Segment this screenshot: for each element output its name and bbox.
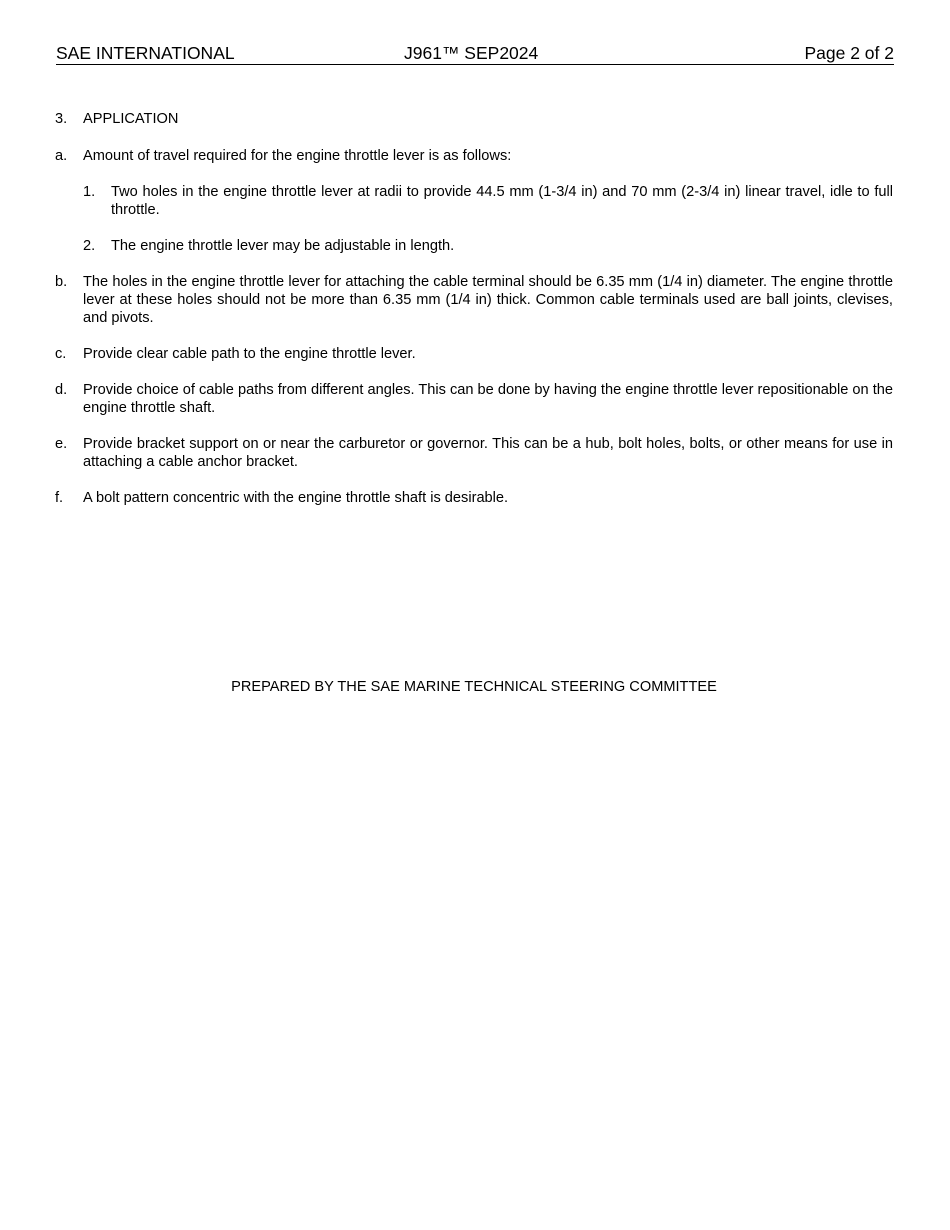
sublist-item-text: Two holes in the engine throttle lever at radii to provide 44.5 mm (1-3/4 in) and 70 mm (2-3/4 in) linear travel, idle to full throttle. (111, 184, 893, 218)
section-heading (55, 110, 893, 128)
list-item-c (55, 345, 893, 363)
list-marker: b. (55, 274, 68, 290)
header-page-number: Page 2 of 2 (804, 43, 894, 63)
header-document-id: J961™ SEP2024 (404, 43, 539, 63)
sublist-item-2 (83, 237, 893, 255)
list-item-b (55, 273, 893, 327)
list-marker: a. (55, 148, 68, 164)
list-item-text: The holes in the engine throttle lever for attaching the cable terminal should be 6.35 mm (1/4 in) diameter. The engine throttle lever at these holes should not be more than 6.35 mm (1/4 in) thick. Common cable terminals used are ball joints, clevises, and pivots. (83, 274, 893, 326)
section-number: 3. (55, 111, 68, 127)
sublist-marker: 1. (83, 184, 96, 200)
list-item-text: Provide choice of cable paths from different angles. This can be done by having the engine throttle lever repositionable on the engine throttle shaft. (83, 382, 893, 416)
list-item-text: Provide bracket support on or near the carburetor or governor. This can be a hub, bolt holes, bolts, or other means for use in attaching a cable anchor bracket. (83, 436, 893, 470)
list-marker: f. (55, 490, 64, 506)
section-title: APPLICATION (83, 111, 179, 127)
sublist-marker: 2. (83, 238, 96, 254)
list-item-f (55, 489, 893, 507)
list-item-a (55, 147, 893, 165)
list-item-text: Amount of travel required for the engine throttle lever is as follows: (83, 148, 512, 164)
sublist-item-text: The engine throttle lever may be adjustable in length. (111, 238, 455, 254)
list-item-text: Provide clear cable path to the engine throttle lever. (83, 346, 416, 362)
page-header (56, 42, 894, 65)
header-organization: SAE INTERNATIONAL (56, 43, 235, 63)
document-body (55, 110, 893, 525)
list-marker: c. (55, 346, 67, 362)
list-item-text: A bolt pattern concentric with the engine throttle shaft is desirable. (83, 490, 509, 506)
list-item-d (55, 381, 893, 417)
list-marker: d. (55, 382, 68, 398)
sublist-item-1 (83, 183, 893, 219)
prepared-by-note: PREPARED BY THE SAE MARINE TECHNICAL STEERING COMMITTEE (231, 679, 717, 695)
list-marker: e. (55, 436, 68, 452)
list-item-e (55, 435, 893, 471)
